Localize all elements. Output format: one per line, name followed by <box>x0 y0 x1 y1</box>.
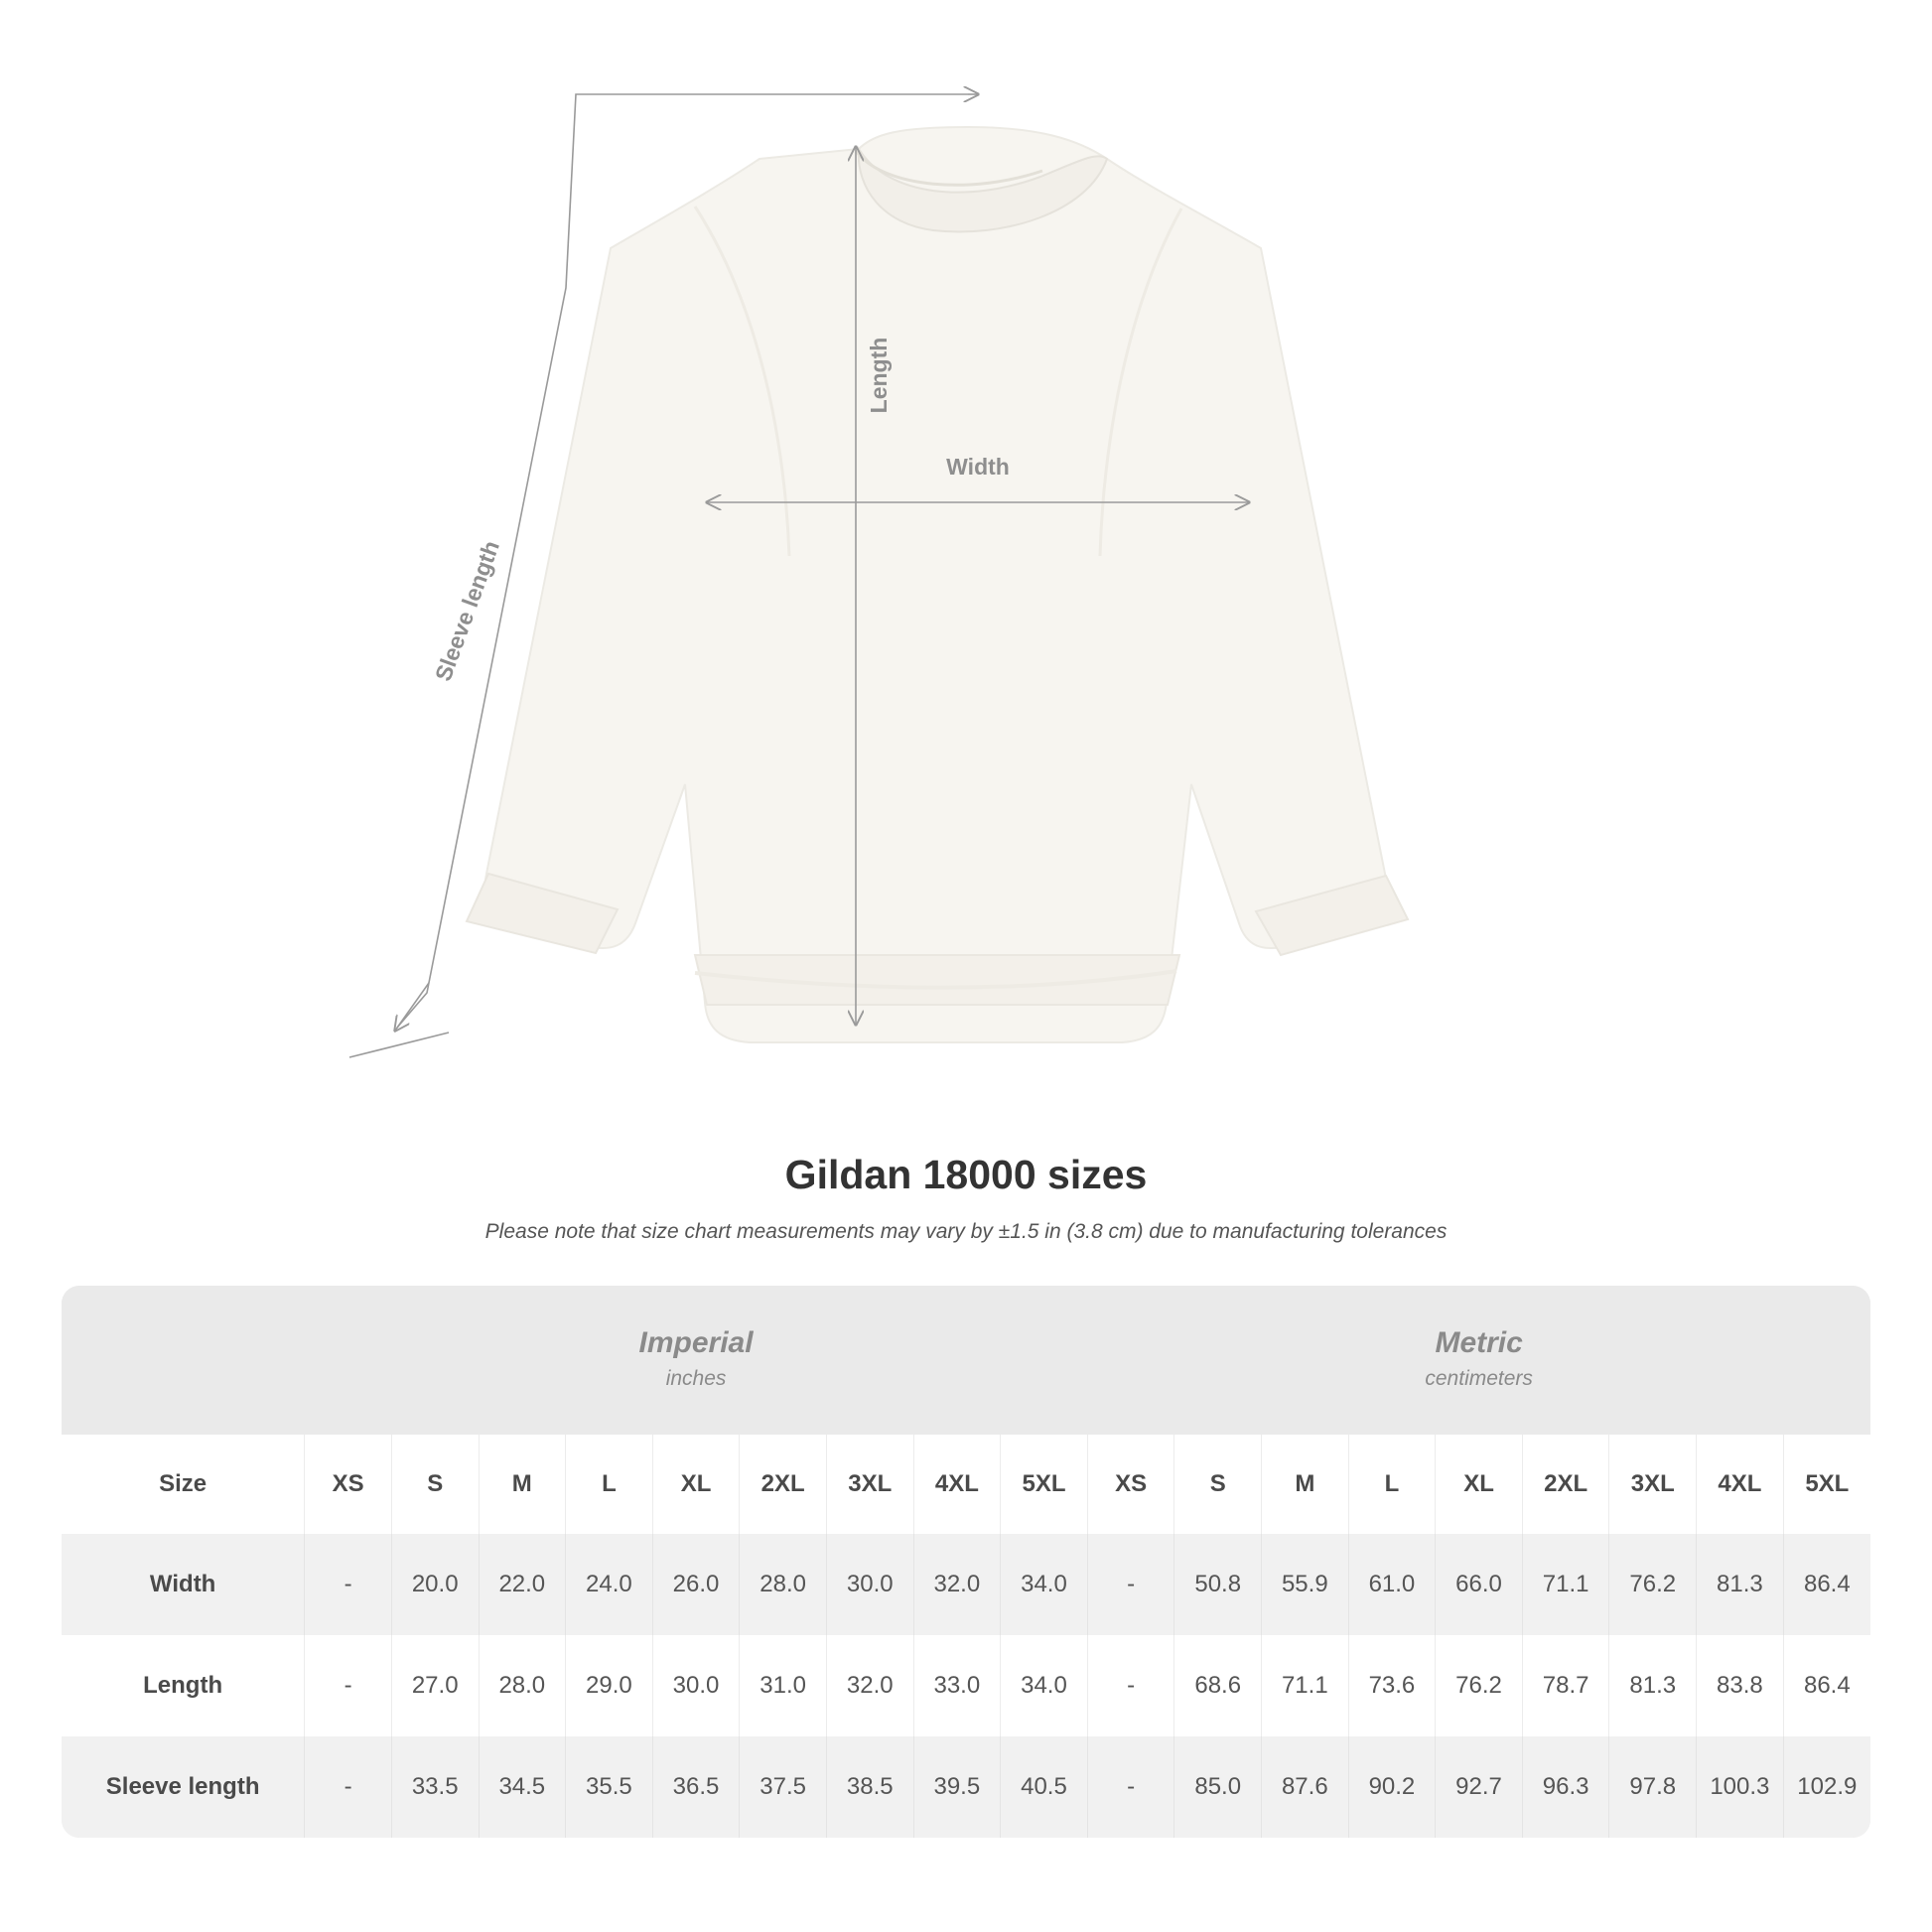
length-metric-5xl: 86.4 <box>1783 1635 1870 1736</box>
length-imperial-2xl: 31.0 <box>740 1635 827 1736</box>
width-metric-m: 55.9 <box>1262 1534 1349 1635</box>
sleeve-metric-3xl: 97.8 <box>1609 1736 1697 1838</box>
header-imperial-5xl: 5XL <box>1001 1435 1088 1534</box>
width-imperial-xl: 26.0 <box>652 1534 740 1635</box>
length-imperial-3xl: 32.0 <box>826 1635 913 1736</box>
width-metric-xl: 66.0 <box>1436 1534 1523 1635</box>
length-imperial-m: 28.0 <box>479 1635 566 1736</box>
sleeve-imperial-2xl: 37.5 <box>740 1736 827 1838</box>
row-label-width: Width <box>62 1534 305 1635</box>
sleeve-metric-5xl: 102.9 <box>1783 1736 1870 1838</box>
width-imperial-2xl: 28.0 <box>740 1534 827 1635</box>
row-label-length: Length <box>62 1635 305 1736</box>
unit-spacer <box>62 1286 305 1435</box>
width-metric-5xl: 86.4 <box>1783 1534 1870 1635</box>
sleeve-imperial-s: 33.5 <box>391 1736 479 1838</box>
size-table-wrap <box>62 1286 1870 1838</box>
length-imperial-5xl: 34.0 <box>1001 1635 1088 1736</box>
header-metric-l: L <box>1348 1435 1436 1534</box>
unit-imperial-name: Imperial <box>638 1326 754 1360</box>
header-imperial-m: M <box>479 1435 566 1534</box>
header-metric-xs: XS <box>1087 1435 1174 1534</box>
label-width: Width <box>946 454 1010 480</box>
header-metric-5xl: 5XL <box>1783 1435 1870 1534</box>
header-metric-m: M <box>1262 1435 1349 1534</box>
length-imperial-xl: 30.0 <box>652 1635 740 1736</box>
sleeve-imperial-m: 34.5 <box>479 1736 566 1838</box>
length-imperial-4xl: 33.0 <box>913 1635 1001 1736</box>
header-imperial-s: S <box>391 1435 479 1534</box>
length-metric-xl: 76.2 <box>1436 1635 1523 1736</box>
width-metric-4xl: 81.3 <box>1697 1534 1784 1635</box>
length-imperial-xs: - <box>305 1635 392 1736</box>
width-metric-l: 61.0 <box>1348 1534 1436 1635</box>
length-imperial-l: 29.0 <box>566 1635 653 1736</box>
sleeve-metric-s: 85.0 <box>1174 1736 1262 1838</box>
header-size: Size <box>62 1435 305 1534</box>
header-metric-xl: XL <box>1436 1435 1523 1534</box>
width-metric-xs: - <box>1087 1534 1174 1635</box>
header-imperial-3xl: 3XL <box>826 1435 913 1534</box>
unit-metric-sub: centimeters <box>1425 1366 1533 1390</box>
header-imperial-2xl: 2XL <box>740 1435 827 1534</box>
width-imperial-5xl: 34.0 <box>1001 1534 1088 1635</box>
length-metric-2xl: 78.7 <box>1522 1635 1609 1736</box>
length-imperial-s: 27.0 <box>391 1635 479 1736</box>
length-metric-m: 71.1 <box>1262 1635 1349 1736</box>
width-metric-2xl: 71.1 <box>1522 1534 1609 1635</box>
row-label-sleeve-length: Sleeve length <box>62 1736 305 1838</box>
sleeve-imperial-l: 35.5 <box>566 1736 653 1838</box>
width-imperial-4xl: 32.0 <box>913 1534 1001 1635</box>
tolerance-note: Please note that size chart measurements may vary by ±1.5 in (3.8 cm) due to manufacturing tolerances <box>484 1220 1448 1243</box>
table-row <box>62 1534 1870 1635</box>
width-metric-3xl: 76.2 <box>1609 1534 1697 1635</box>
unit-metric-name: Metric <box>1435 1326 1523 1360</box>
table-row <box>62 1736 1870 1838</box>
sweatshirt-shape <box>467 127 1408 1042</box>
page-title: Gildan 18000 sizes <box>784 1152 1148 1197</box>
label-sleeve: Sleeve length <box>429 537 505 685</box>
length-metric-3xl: 81.3 <box>1609 1635 1697 1736</box>
width-imperial-l: 24.0 <box>566 1534 653 1635</box>
unit-imperial <box>305 1286 1088 1435</box>
header-imperial-xl: XL <box>652 1435 740 1534</box>
length-metric-xs: - <box>1087 1635 1174 1736</box>
unit-imperial-sub: inches <box>665 1366 727 1390</box>
length-metric-4xl: 83.8 <box>1697 1635 1784 1736</box>
unit-header-row <box>62 1286 1870 1435</box>
table-row <box>62 1635 1870 1736</box>
sleeve-metric-l: 90.2 <box>1348 1736 1436 1838</box>
sleeve-metric-xs: - <box>1087 1736 1174 1838</box>
width-metric-s: 50.8 <box>1174 1534 1262 1635</box>
sleeve-metric-m: 87.6 <box>1262 1736 1349 1838</box>
sleeve-imperial-xl: 36.5 <box>652 1736 740 1838</box>
header-metric-3xl: 3XL <box>1609 1435 1697 1534</box>
sleeve-imperial-5xl: 40.5 <box>1001 1736 1088 1838</box>
sleeve-imperial-3xl: 38.5 <box>826 1736 913 1838</box>
sleeve-imperial-xs: - <box>305 1736 392 1838</box>
width-imperial-3xl: 30.0 <box>826 1534 913 1635</box>
length-metric-l: 73.6 <box>1348 1635 1436 1736</box>
size-table <box>62 1286 1870 1838</box>
length-metric-s: 68.6 <box>1174 1635 1262 1736</box>
table-header-row <box>62 1435 1870 1534</box>
sleeve-metric-2xl: 96.3 <box>1522 1736 1609 1838</box>
width-imperial-xs: - <box>305 1534 392 1635</box>
sleeve-imperial-4xl: 39.5 <box>913 1736 1001 1838</box>
unit-metric <box>1087 1286 1870 1435</box>
header-imperial-4xl: 4XL <box>913 1435 1001 1534</box>
sleeve-metric-xl: 92.7 <box>1436 1736 1523 1838</box>
header-imperial-l: L <box>566 1435 653 1534</box>
header-imperial-xs: XS <box>305 1435 392 1534</box>
header-metric-2xl: 2XL <box>1522 1435 1609 1534</box>
header-metric-4xl: 4XL <box>1697 1435 1784 1534</box>
width-imperial-s: 20.0 <box>391 1534 479 1635</box>
label-length: Length <box>866 337 892 414</box>
sleeve-metric-4xl: 100.3 <box>1697 1736 1784 1838</box>
header-metric-s: S <box>1174 1435 1262 1534</box>
width-imperial-m: 22.0 <box>479 1534 566 1635</box>
